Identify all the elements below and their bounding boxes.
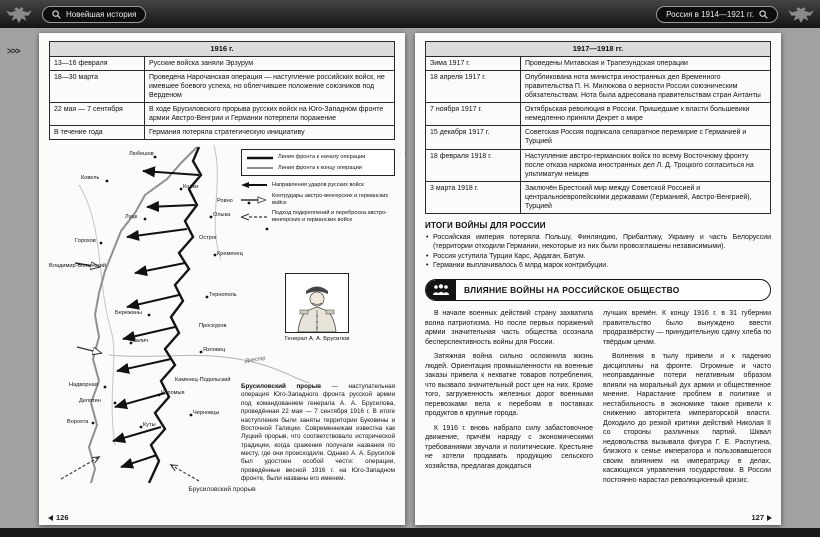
events-table-1916 bbox=[49, 41, 395, 140]
map-label: Тернополь bbox=[209, 292, 237, 299]
table-row bbox=[426, 70, 771, 102]
map-label: Делятин bbox=[79, 398, 101, 405]
legend-arrows bbox=[241, 181, 395, 223]
event-date-cell: 18 февраля 1918 г. bbox=[426, 149, 521, 181]
event-date-cell: 13—16 февраля bbox=[50, 56, 145, 70]
bottom-bar bbox=[0, 528, 820, 537]
map-label: Черновцы bbox=[193, 410, 220, 417]
brusilov-offensive-map bbox=[49, 145, 395, 483]
event-desc-cell: Заключён Брестский мир между Советской Россией и центральноевропейскими державами (Германией, Австро-Венгрией), Турцией bbox=[521, 181, 771, 213]
paragraph: Волнения в тылу привели и к падению дисциплины на фронте. Огромные и часто неоправданные потери негативным образом влияли на моральный дух армии и общественное мнение. Нарастание проблем в политике и нестабильность в экономике также привели к снижению авторитета императорской власти. Доходило до резкой критики действий Николая II со стороны различных партий. Шквал недовольства вызывала фигура Г. Е. Распутина, близкого к семье императора и пользовавшегося своим влиянием на императрицу в делах, касающихся управления государством. В России постоянно нарастал революционный кризис. bbox=[603, 353, 771, 484]
results-item: • Германии выплачивалось 6 млрд марок контрибуции. bbox=[425, 261, 771, 270]
map-label: Кременец bbox=[217, 251, 243, 258]
top-toolbar bbox=[0, 0, 820, 28]
table-row bbox=[50, 103, 395, 126]
event-date-cell: 18 апреля 1917 г. bbox=[426, 70, 521, 102]
map-label: Проскуров bbox=[199, 323, 227, 330]
brusilov-portrait bbox=[265, 273, 369, 342]
table-row bbox=[426, 181, 771, 213]
map-caption: Брусиловский прорыв bbox=[188, 486, 256, 494]
map-label: Острог bbox=[199, 235, 217, 242]
event-desc-cell: Октябрьская революция в России. Пришедшие к власти большевики немедленно приняли Декрет о мире bbox=[521, 103, 771, 126]
legend-label: Направления ударов русских войск bbox=[272, 182, 364, 189]
page-number-value: 127 bbox=[751, 513, 764, 522]
legend-item bbox=[241, 181, 395, 189]
table-title: 1917—1918 гг. bbox=[426, 42, 771, 57]
legend-label: Линия фронта к концу операции bbox=[278, 164, 362, 171]
general-portrait-drawing bbox=[290, 278, 344, 332]
event-desc-cell: Проведены Митавская и Трапезундская операции bbox=[521, 56, 771, 70]
prev-page-arrow-icon[interactable] bbox=[48, 515, 53, 521]
paragraph: В начале военных действий страну захватила волна патриотизма. Но после первых поражений армии значительная часть общества осознала бесперспективность войны для России. bbox=[425, 310, 593, 346]
table-row bbox=[426, 56, 771, 70]
results-item: • Российская империя потеряла Польшу, Финляндию, Прибалтику, Украину и часть Белоруссии (территории отходили Германии, некоторые из них были провозглашены независимыми). bbox=[425, 233, 771, 251]
front-end-symbol bbox=[247, 165, 273, 171]
event-desc-cell: Германия потеряла стратегическую инициативу bbox=[145, 126, 395, 140]
reinforcement-arrows bbox=[61, 457, 199, 481]
society-icon bbox=[426, 280, 456, 300]
event-date-cell: 7 ноября 1917 г. bbox=[426, 103, 521, 126]
table-header-row bbox=[50, 42, 395, 57]
river-label: Днестр bbox=[244, 356, 266, 365]
book-spread bbox=[0, 33, 820, 525]
paragraph: К 1916 г. вновь набрало силу забастовочное движение, причём наряду с экономическими требованиями звучали и политические. Крестьяне не хотели продавать продукцию сельского хозяйства, предлагая дождаться bbox=[425, 424, 593, 470]
reinforcement-arrow-symbol bbox=[241, 213, 267, 221]
legend-item bbox=[247, 154, 389, 160]
legend-box bbox=[241, 149, 395, 176]
imperial-eagle-icon bbox=[788, 6, 814, 23]
event-desc-cell: Опубликована нота министра иностранных дел Временного правительства П. Н. Милюкова о верности России союзническим обязательствам. Нота была адресована правительствам стран Антанты bbox=[521, 70, 771, 102]
legend-item bbox=[247, 165, 389, 171]
map-label: Каменец-Подольский bbox=[175, 377, 231, 384]
section-header bbox=[425, 279, 771, 301]
legend-label: Подход подкреплений и переброска австро-венгерских и германских войск bbox=[272, 210, 387, 223]
table-row bbox=[50, 126, 395, 140]
map-label: Коломыя bbox=[161, 390, 185, 397]
map-label: Горохов bbox=[75, 238, 96, 245]
map-label: Ровно bbox=[217, 198, 233, 205]
search-left[interactable] bbox=[42, 6, 146, 23]
front-start-symbol bbox=[247, 155, 273, 161]
info-definition: — наступательная операция Юго-Западного фронта русской армии под командованием генерала А. А. Брусилова, проведённая 22 мая — 7 сентября 1916 г. В итоге наступления были заняты территории Буковины и Восточной Галиции. Современникам известна как Луцкий прорыв, что соответствовало исторической традиции, когда сражения получали названия по месту, где они происходили. Однако А. А. Брусилов был удостоен особой чести: операции, проведённые весной 1916 г. на Юго-Западном фронте, были названы его именем. bbox=[241, 383, 395, 483]
event-date-cell: 18—30 марта bbox=[50, 70, 145, 102]
event-desc-cell: Русские войска заняли Эрзурум bbox=[145, 56, 395, 70]
event-desc-cell: Наступление австро-германских войск по всему Восточному фронту после отказа наркома иностранных дел Л. Д. Троцкого согласиться на ультиматум немцев bbox=[521, 149, 771, 181]
imperial-eagle-icon bbox=[6, 6, 32, 23]
page-number-value: 126 bbox=[56, 513, 69, 522]
legend-label: Линия фронта к началу операции bbox=[278, 154, 366, 161]
left-page bbox=[39, 33, 405, 525]
paragraph: лучших времён. К концу 1916 г. в 31 губернии правительство было вынуждено ввести продразвёрстку — принудительную сдачу хлеба по твёрдым ценам. bbox=[603, 310, 771, 346]
map-label: Надворная bbox=[69, 382, 98, 389]
portrait-caption: Генерал А. А. Брусилов bbox=[284, 336, 350, 343]
table-row bbox=[50, 56, 395, 70]
legend-label: Контрудары австро-венгерских и германских войск bbox=[272, 193, 389, 206]
table-row bbox=[426, 126, 771, 149]
search-right-label: Россия в 1914—1921 гг. bbox=[666, 9, 754, 19]
info-term: Брусиловский прорыв bbox=[241, 383, 322, 391]
event-desc-cell: Советская Россия подписала сепаратное перемирие с Германией и Турцией bbox=[521, 126, 771, 149]
attack-arrow-symbol bbox=[241, 181, 267, 189]
search-icon bbox=[759, 10, 768, 19]
search-right[interactable] bbox=[656, 6, 778, 23]
legend-item bbox=[241, 193, 395, 206]
next-page-arrow-icon[interactable] bbox=[767, 515, 772, 521]
page-number-left bbox=[48, 513, 69, 522]
map-label: Куты bbox=[143, 422, 156, 429]
portrait-frame bbox=[285, 273, 349, 333]
map-label: Любешов bbox=[129, 151, 154, 158]
event-desc-cell: Проведена Нарочанская операция — наступление российских войск, не имевшее боевого успеха, но облегчившее положение союзников под Верденом bbox=[145, 70, 395, 102]
event-date-cell: 3 марта 1918 г. bbox=[426, 181, 521, 213]
table-row bbox=[426, 103, 771, 126]
event-date-cell: 22 мая — 7 сентября bbox=[50, 103, 145, 126]
map-label: Олыка bbox=[213, 212, 231, 219]
event-date-cell: В течение года bbox=[50, 126, 145, 140]
text-column-2 bbox=[603, 309, 771, 490]
brusilov-info-text bbox=[241, 383, 395, 483]
right-page bbox=[415, 33, 781, 525]
results-heading: ИТОГИ ВОЙНЫ ДЛЯ РОССИИ bbox=[425, 221, 546, 231]
river-path bbox=[79, 185, 115, 445]
table-row bbox=[50, 70, 395, 102]
table-title: 1916 г. bbox=[50, 42, 395, 57]
paragraph: Затяжная война сильно осложнила жизнь людей. Ориентация промышленности на военные заказы привела к нехватке товаров потребления, что вызвало значительный рост цен на них. Кроме того, загруженность железных дорог военными перевозками вела к перебоям в поставках продуктов в крупные города. bbox=[425, 353, 593, 418]
map-label: Бережаны bbox=[115, 310, 142, 317]
event-date-cell: 15 декабря 1917 г. bbox=[426, 126, 521, 149]
map-label: Ворохта bbox=[67, 419, 89, 426]
legend-item bbox=[241, 210, 395, 223]
table-header-row bbox=[426, 42, 771, 57]
map-label: Галич bbox=[133, 338, 149, 345]
map-label: Ковель bbox=[81, 175, 100, 182]
events-table-1917-1918 bbox=[425, 41, 771, 214]
map-label: Колки bbox=[183, 184, 199, 191]
body-text-columns bbox=[425, 309, 771, 490]
text-column-1 bbox=[425, 309, 593, 490]
map-label: Владимир-Волынский bbox=[49, 263, 107, 270]
map-label: Луцк bbox=[125, 214, 138, 221]
next-marker[interactable]: >>> bbox=[7, 46, 20, 56]
search-icon bbox=[52, 10, 61, 19]
section-title: ВЛИЯНИЕ ВОЙНЫ НА РОССИЙСКОЕ ОБЩЕСТВО bbox=[464, 285, 680, 295]
map-label: Язловец bbox=[203, 347, 226, 354]
map-legend bbox=[241, 149, 395, 223]
results-item: • Россия уступила Турции Карс, Ардаган, Батум. bbox=[425, 252, 771, 261]
event-desc-cell: В ходе Брусиловского прорыва русских войск на Юго-Западном фронте армии Австро-Венгрии и Германии потерпели поражение bbox=[145, 103, 395, 126]
search-left-label: Новейшая история bbox=[66, 9, 137, 19]
page-number-right bbox=[751, 513, 772, 522]
counterattack-arrow-symbol bbox=[241, 196, 267, 204]
front-line-start bbox=[149, 147, 201, 483]
table-row bbox=[426, 149, 771, 181]
event-date-cell: Зима 1917 г. bbox=[426, 56, 521, 70]
